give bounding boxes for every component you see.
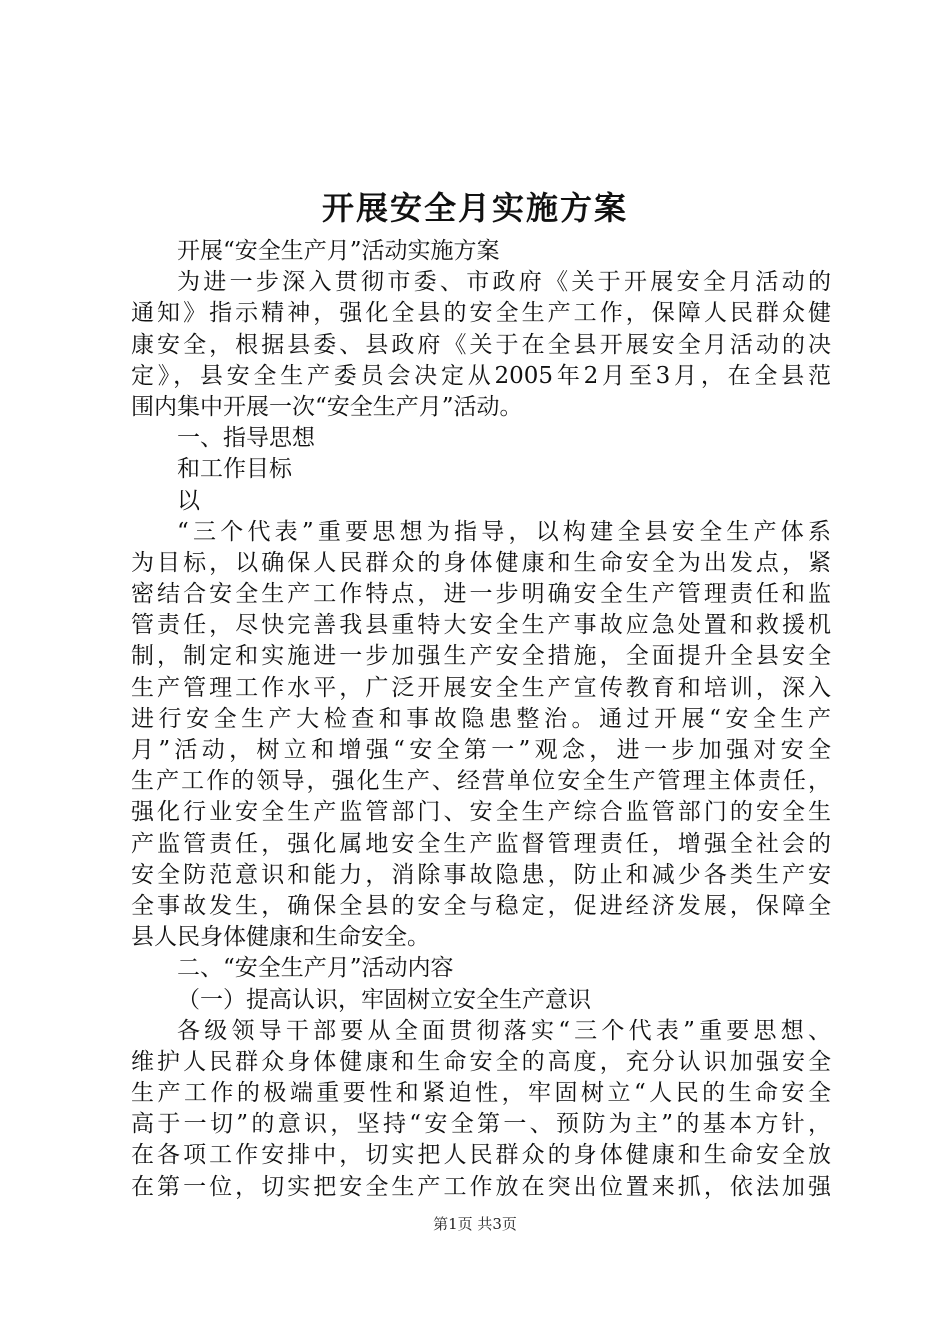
- page-footer: 第1页 共3页: [433, 1215, 517, 1233]
- document-title: 开展安全月实施方案: [321, 189, 628, 227]
- document-line: 一、指导思想: [177, 425, 315, 452]
- document-line: 进行安全生产大检查和事故隐患整治。通过开展“安全生产: [131, 705, 831, 732]
- document-line: 定》，县安全生产委员会决定从2005年2月至3月，在全县范: [131, 362, 831, 389]
- document-line: 康安全，根据县委、县政府《关于在全县开展安全月活动的决: [131, 331, 831, 358]
- document-line: 通知》指示精神，强化全县的安全生产工作，保障人民群众健: [131, 300, 831, 327]
- document-line: 以: [177, 487, 200, 514]
- document-line: 生产工作的极端重要性和紧迫性，牢固树立“人民的生命安全: [131, 1080, 831, 1107]
- document-line: “三个代表”重要思想为指导，以构建全县安全生产体系: [177, 518, 831, 545]
- document-line: 生产管理工作水平，广泛开展安全生产宣传教育和培训，深入: [131, 674, 831, 701]
- document-line: 和工作目标: [177, 456, 292, 483]
- document-line: 高于一切”的意识，坚持“安全第一、预防为主”的基本方针，: [131, 1111, 831, 1138]
- document-line: 开展“安全生产月”活动实施方案: [177, 238, 500, 264]
- document-body: [131, 236, 831, 1203]
- document-line: 全事故发生，确保全县的安全与稳定，促进经济发展，保障全: [131, 892, 831, 919]
- document-line: 在第一位，切实把安全生产工作放在突出位置来抓，依法加强: [131, 1173, 831, 1200]
- document-line: 围内集中开展一次“安全生产月”活动。: [131, 393, 523, 420]
- document-line: 生产工作的领导，强化生产、经营单位安全生产管理主体责任，: [131, 768, 831, 795]
- document-line: 为进一步深入贯彻市委、市政府《关于开展安全月活动的: [177, 269, 831, 296]
- document-line: 月”活动，树立和增强“安全第一”观念，进一步加强对安全: [131, 737, 831, 763]
- document-line: 维护人民群众身体健康和生命安全的高度，充分认识加强安全: [131, 1048, 831, 1075]
- document-line: 产监管责任，强化属地安全生产监督管理责任，增强全社会的: [131, 830, 831, 857]
- document-line: 密结合安全生产工作特点，进一步明确安全生产管理责任和监: [131, 581, 831, 608]
- document-line: 制，制定和实施进一步加强生产安全措施，全面提升全县安全: [131, 643, 831, 670]
- document-line: 为目标，以确保人民群众的身体健康和生命安全为出发点，紧: [131, 549, 831, 576]
- document-line: 安全防范意识和能力，消除事故隐患，防止和减少各类生产安: [131, 861, 831, 888]
- document-line: 县人民身体健康和生命安全。: [131, 924, 430, 951]
- document-line: （一）提高认识，牢固树立安全生产意识: [177, 986, 591, 1013]
- document-line: 在各项工作安排中，切实把人民群众的身体健康和生命安全放: [131, 1142, 831, 1169]
- document-line: 各级领导干部要从全面贯彻落实“三个代表”重要思想、: [177, 1017, 831, 1044]
- document-line: 强化行业安全生产监管部门、安全生产综合监管部门的安全生: [131, 799, 831, 826]
- document-line: 管责任，尽快完善我县重特大安全生产事故应急处置和救援机: [131, 612, 831, 639]
- document-line: 二、“安全生产月”活动内容: [177, 955, 454, 982]
